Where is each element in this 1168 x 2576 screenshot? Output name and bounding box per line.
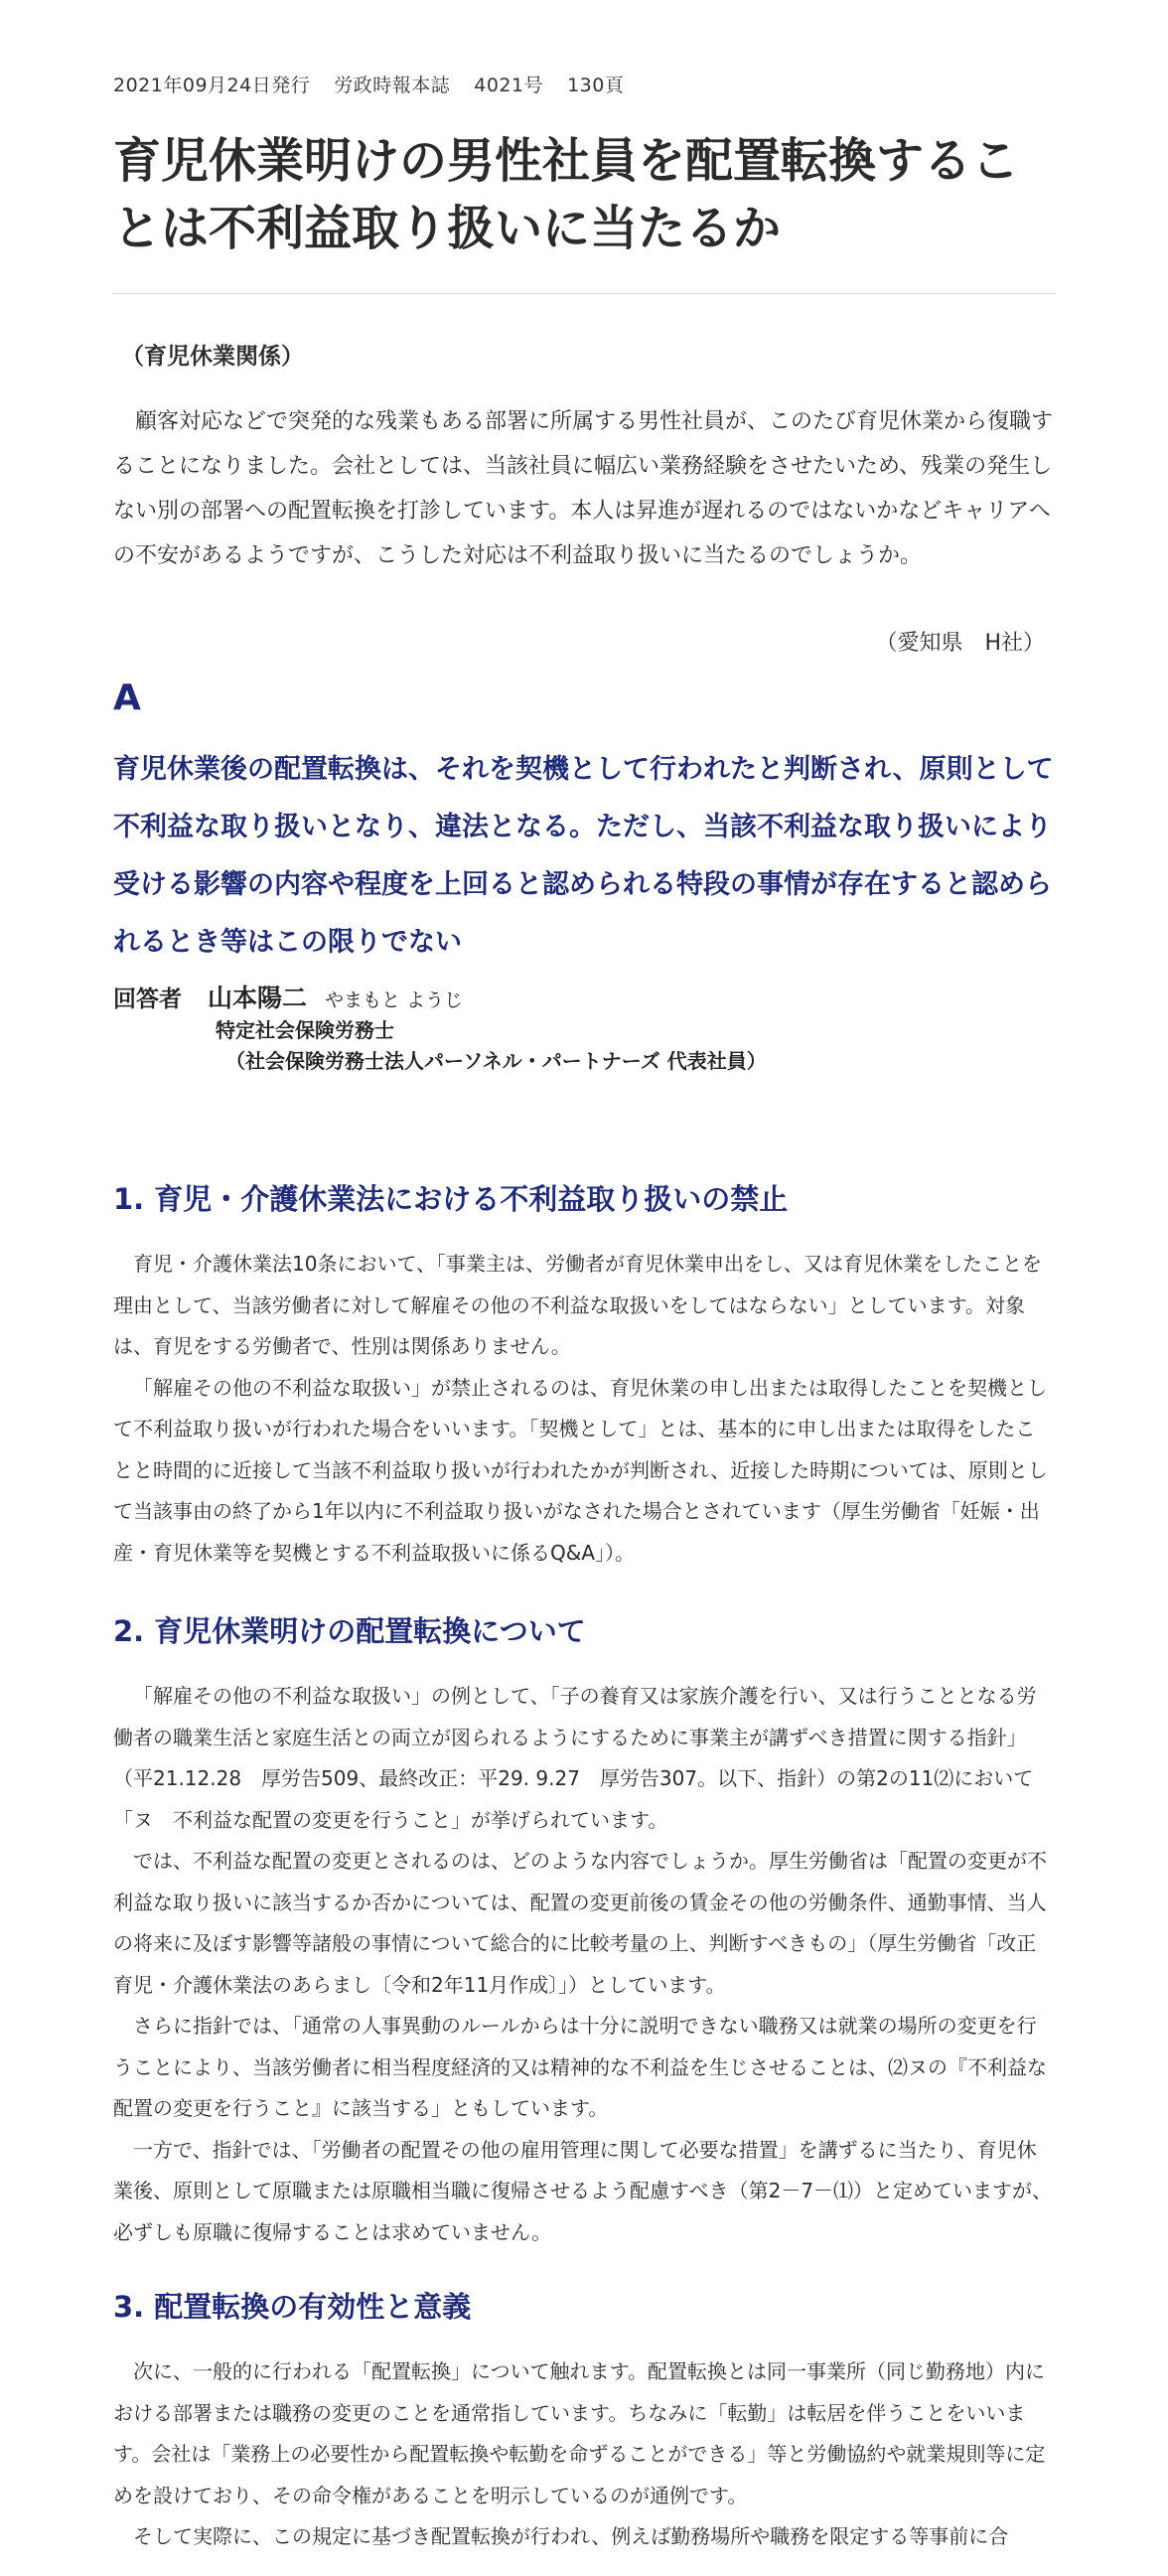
respondent-line [113, 979, 1055, 1014]
page-number: 130頁 [567, 75, 625, 96]
publication-meta [113, 71, 1055, 97]
article-title: 育児休業明けの男性社員を配置転換することは不利益取り扱いに当たるか [113, 133, 1020, 256]
question-category: （育児休業関係） [121, 344, 304, 370]
section-body-3 [113, 2351, 1055, 2558]
respondent-organization: （社会保険労務士法人パーソネル・パートナーズ 代表社員） [225, 1049, 767, 1073]
section-body-1 [113, 1244, 1055, 1574]
respondent-title: 特定社会保険労務士 [216, 1018, 394, 1042]
paragraph: さらに指針では、「通常の人事異動のルールからは十分に説明できない職務又は就業の場所の変更を行うことにより、当該労働者に相当程度経済的又は精神的な不利益を生じさせることは、⑵ヌの『不利益な配置の変更を行うこと』に該当する」ともしています。 [113, 2014, 1047, 2120]
paragraph: 一方で、指針では、「労働者の配置その他の雇用管理に関して必要な措置」を講ずるに当たり、育児休業後、原則として原職または原職相当職に復帰させるよう配慮すべき（第2－7－⑴）と定めていますが、必ずしも原職に復帰することは求めていません。 [113, 2137, 1053, 2244]
respondent-name: 山本陽二 [208, 984, 308, 1012]
title-divider [113, 293, 1055, 294]
respondent-label: 回答者 [113, 986, 182, 1012]
section-heading-1: 1. 育児・介護休業法における不利益取り扱いの禁止 [113, 1182, 789, 1216]
paragraph: 育児・介護休業法10条において、「事業主は、労働者が育児休業申出をし、又は育児休業をしたことを理由として、当該労働者に対して解雇その他の不利益な取扱いをしてはならない」としています。対象は、育児をする労働者で、性別は関係ありません。 [113, 1252, 1043, 1358]
question-signature: （愛知県 H社） [875, 631, 1045, 656]
issue-number: 4021号 [474, 75, 544, 96]
paragraph: では、不利益な配置の変更とされるのは、どのような内容でしょうか。厚生労働省は「配置の変更が不利益な取り扱いに該当するか否かについては、配置の変更前後の賃金その他の労働条件、通勤事情、当人の将来に及ぼす影響等諸般の事情について総合的に比較考量の上、判断すべきもの」（厚生労働省「改正育児・介護休業法のあらまし〔令和2年11月作成〕」）としています。 [113, 1849, 1047, 1997]
question-text: 顧客対応などで突発的な残業もある部署に所属する男性社員が、このたび育児休業から復職することになりました。会社としては、当該社員に幅広い業務経験をさせたいため、残業の発生しない別の部署への配置転換を打診しています。本人は昇進が遅れるのではないかなどキャリアへの不安があるようですが、こうした対応は不利益取り扱いに当たるのでしょうか。 [113, 409, 1054, 568]
section-body-2 [113, 1676, 1055, 2253]
paragraph: 「解雇その他の不利益な取扱い」が禁止されるのは、育児休業の申し出または取得したことを契機として不利益取り扱いが行われた場合をいいます。「契機として」とは、基本的に申し出または取得をしたことと時間的に近接して当該不利益取り扱いが行われたかが判断され、近接した時期については、原則として当該事由の終了から1年以内に不利益取り扱いがなされた場合とされています（厚生労働省「妊娠・出産・育児休業等を契機とする不利益取扱いに係るQ&A」）。 [113, 1375, 1048, 1565]
paragraph: 次に、一般的に行われる「配置転換」について触れます。配置転換とは同一事業所（同じ勤務地）内における部署または職務の変更のことを通常指しています。ちなみに「転勤」は転居を伴うことをいいます。会社は「業務上の必要性から配置転換や転勤を命ずることができる」等と労働協約や就業規則等に定めを設けており、その命令権があることを明示しているのが通例です。 [113, 2359, 1046, 2507]
answer-summary: 育児休業後の配置転換は、それを契機として行われたと判断され、原則として不利益な取り扱いとなり、違法となる。ただし、当該不利益な取り扱いにより受ける影響の内容や程度を上回ると認められる特段の事情が存在すると認められるとき等はこの限りでない [113, 754, 1054, 958]
publication-name: 労政時報本誌 [334, 75, 451, 96]
respondent-kana: やまもと ようじ [325, 989, 464, 1011]
publish-date: 2021年09月24日発行 [113, 75, 311, 96]
paragraph: 「解雇その他の不利益な取扱い」の例として、「子の養育又は家族介護を行い、又は行うこととなる労働者の職業生活と家庭生活との両立が図られるようにするために事業主が講ずべき措置に関する指針」（平21.12.28 厚労告509、最終改正：平29. 9.27 厚労告307。以下、指針）の第2の11⑵において「ヌ 不利益な配置の変更を行うこと」が挙げられています。 [113, 1684, 1037, 1832]
section-heading-2: 2. 育児休業明けの配置転換について [113, 1614, 586, 1648]
answer-mark: A [113, 678, 141, 718]
section-heading-3: 3. 配置転換の有効性と意義 [113, 2290, 472, 2324]
paragraph: そして実際に、この規定に基づき配置転換が行われ、例えば勤務場所や職務を限定する等事前に合 [133, 2524, 1009, 2548]
